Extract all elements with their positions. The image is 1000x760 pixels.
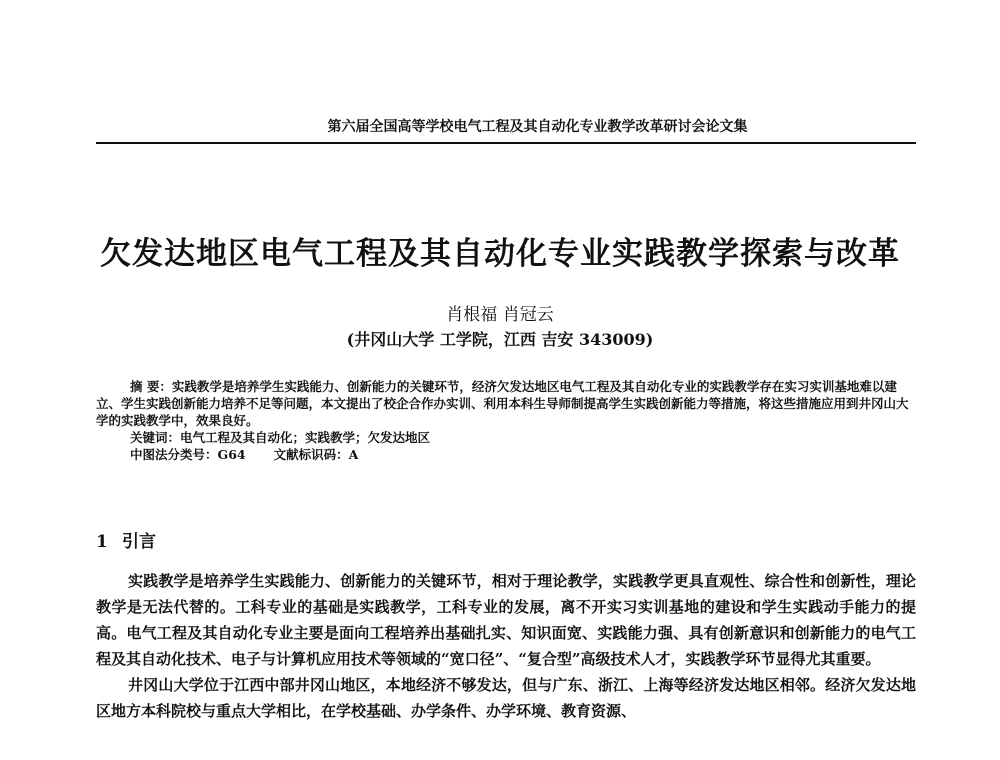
classification-line — [96, 446, 916, 463]
keywords: 电气工程及其自动化；实践教学；欠发达地区 — [180, 430, 431, 445]
body-paragraph: 井冈山大学位于江西中部井冈山地区，本地经济不够发达，但与广东、浙江、上海等经济发达地区相邻。经济欠发达地区地方本科院校与重点大学相比，在学校基础、办学条件、办学环境、教育资源、 — [96, 676, 916, 720]
body-paragraph: 实践教学是培养学生实践能力、创新能力的关键环节，相对于理论教学，实践教学更具直观性、综合性和创新性，理论教学是无法代替的。工科专业的基础是实践教学，工科专业的发展，离不开实习实训基地的建设和学生实践动手能力的提高。电气工程及其自动化专业主要是面向工程培养出基础扎实、知识面宽、实践能力强、具有创新意识和创新能力的电气工程及其自动化技术、电子与计算机应用技术等领域的“宽口径”、“复合型”高级技术人才，实践教学环节显得尤其重要。 — [96, 572, 916, 668]
affiliation: (井冈山大学 工学院，江西 吉安 343009) — [346, 330, 654, 349]
paper-title: 欠发达地区电气工程及其自动化专业实践教学探索与改革 — [100, 236, 900, 272]
clc-code: G64 — [217, 447, 246, 462]
abstract-label: 摘 要： — [130, 379, 172, 394]
doc-code-label: 文献标识码： — [273, 447, 349, 462]
abstract-paragraph — [96, 378, 916, 429]
abstract-text: 实践教学是培养学生实践能力、创新能力的关键环节，经济欠发达地区电气工程及其自动化专业的实践教学存在实习实训基地难以建立、学生实践创新能力培养不足等问题，本文提出了校企合作办实训、利用本科生导师制提高学生实践创新能力等措施，将这些措施应用到井冈山大学的实践教学中，效果良好。 — [96, 379, 909, 428]
running-header: 第六届全国高等学校电气工程及其自动化专业教学改革研讨会论文集 — [327, 119, 748, 135]
authors: 肖根福 肖冠云 — [446, 305, 554, 325]
header-rule — [96, 142, 916, 144]
keywords-line — [96, 429, 916, 446]
keywords-label: 关键词： — [130, 430, 181, 445]
body-text — [96, 568, 916, 724]
section-number: 1 — [96, 532, 108, 552]
abstract-block — [96, 378, 916, 463]
doc-code: A — [348, 447, 359, 462]
section-heading — [96, 527, 156, 552]
section-title: 引言 — [122, 532, 156, 552]
clc-label: 中图法分类号： — [130, 447, 218, 462]
